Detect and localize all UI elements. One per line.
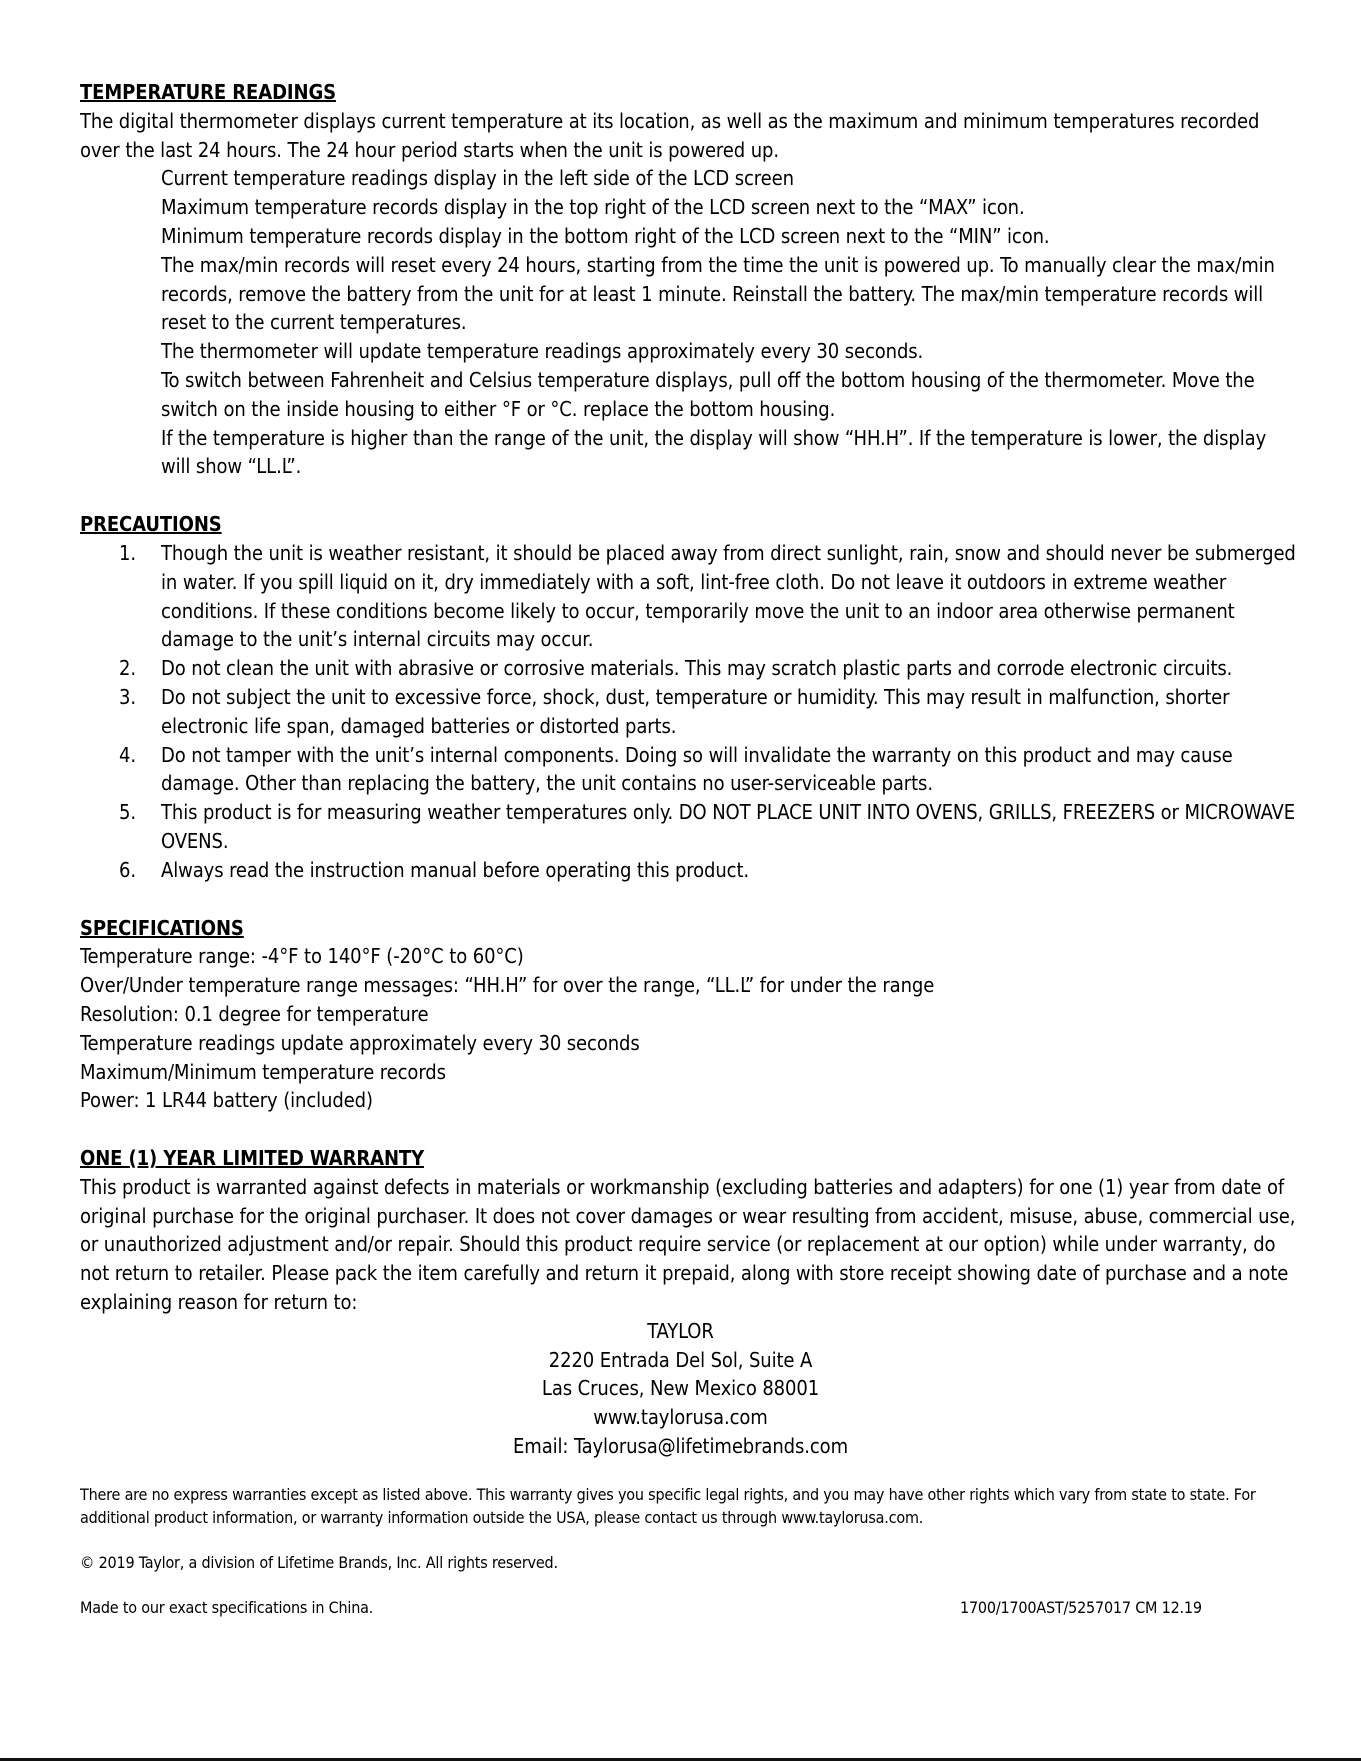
warranty-section xyxy=(80,1144,1300,1461)
spec-line: Temperature readings update approximately every 30 seconds xyxy=(80,1030,640,1055)
specifications-section xyxy=(80,914,1300,1116)
temperature-readings-item: To switch between Fahrenheit and Celsius temperature displays, pull off the bottom housing of the thermometer. Move the switch on the inside housing to either °F or °C. replace the bottom housing. xyxy=(161,367,1255,421)
precaution-item xyxy=(119,741,1300,799)
specifications-heading: SPECIFICATIONS xyxy=(80,915,244,940)
precaution-text: This product is for measuring weather temperatures only. DO NOT PLACE UNIT INTO OVENS, GRILLS, FREEZERS or MICROWAVE OVENS. xyxy=(161,800,1295,853)
address-city: Las Cruces, New Mexico 88001 xyxy=(541,1376,820,1401)
precaution-number: 3. xyxy=(119,684,136,709)
footer-row xyxy=(80,1596,1300,1620)
temperature-readings-item: Current temperature readings display in the left side of the LCD screen xyxy=(161,166,794,191)
precaution-number: 5. xyxy=(119,800,136,825)
spec-line: Over/Under temperature range messages: “HH.H” for over the range, “LL.L” for under the range xyxy=(80,973,935,998)
copyright-notice: © 2019 Taylor, a division of Lifetime Brands, Inc. All rights reserved. xyxy=(80,1552,558,1572)
temperature-readings-heading: TEMPERATURE READINGS xyxy=(80,80,336,104)
spec-line: Temperature range: -4°F to 140°F (-20°C to 60°C) xyxy=(80,944,524,969)
address-street: 2220 Entrada Del Sol, Suite A xyxy=(548,1347,813,1372)
precaution-number: 4. xyxy=(119,742,136,767)
precaution-number: 6. xyxy=(119,857,136,882)
address-website: www.taylorusa.com xyxy=(593,1405,768,1430)
precaution-item xyxy=(119,798,1300,856)
made-in-notice: Made to our exact specifications in China. xyxy=(80,1597,374,1617)
temperature-readings-item: If the temperature is higher than the range of the unit, the display will show “HH.H”. If the temperature is lower, the display will show “LL.L”. xyxy=(161,425,1267,479)
precaution-item xyxy=(119,856,1300,885)
temperature-readings-item: The max/min records will reset every 24 hours, starting from the time the unit is powered up. To manually clear the max/min records, remove the battery from the unit for at least 1 minute. Reinstall the battery. The max/min temperature records will reset to the current temperatures. xyxy=(161,252,1275,335)
precaution-text: Though the unit is weather resistant, it should be placed away from direct sunlight, rain, snow and should never be submerged in water. If you spill liquid on it, dry immediately with a soft, lint-free cloth. Do not leave it outdoors in extreme weather conditions. If these conditions become likely to occur, temporarily move the unit to an indoor area otherwise permanent damage to the unit’s internal circuits may occur. xyxy=(161,540,1296,652)
precaution-number: 1. xyxy=(119,540,136,565)
precaution-item xyxy=(119,654,1300,683)
precaution-item xyxy=(119,683,1300,741)
temperature-readings-item: Maximum temperature records display in the top right of the LCD screen next to the “MAX” icon. xyxy=(161,195,1025,220)
temperature-readings-section xyxy=(80,78,1300,481)
precaution-item xyxy=(119,539,1300,654)
precaution-text: Do not subject the unit to excessive force, shock, dust, temperature or humidity. This may result in malfunction, shorter electronic life span, damaged batteries or distorted parts. xyxy=(161,684,1230,738)
temperature-readings-item: Minimum temperature records display in the bottom right of the LCD screen next to the “MIN” icon. xyxy=(161,223,1050,248)
temperature-readings-item: The thermometer will update temperature readings approximately every 30 seconds. xyxy=(161,339,924,364)
precautions-section xyxy=(80,510,1300,884)
precaution-number: 2. xyxy=(119,656,136,681)
return-address xyxy=(0,1317,1361,1461)
model-code: 1700/1700AST/5257017 CM 12.19 xyxy=(960,1597,1202,1617)
address-company: TAYLOR xyxy=(647,1318,714,1343)
precautions-heading: PRECAUTIONS xyxy=(80,512,222,537)
spec-line: Maximum/Minimum temperature records xyxy=(80,1059,446,1084)
warranty-heading: ONE (1) YEAR LIMITED WARRANTY xyxy=(80,1146,425,1171)
temperature-readings-list xyxy=(161,164,1300,481)
manual-page xyxy=(80,78,1300,1620)
spec-line: Resolution: 0.1 degree for temperature xyxy=(80,1001,429,1026)
legal-disclaimer: There are no express warranties except as listed above. This warranty gives you specific legal rights, and you may have other rights which vary from state to state. For additional product information, or warranty information outside the USA, please contact us through www.taylorusa.com. xyxy=(80,1484,1256,1527)
spec-line: Power: 1 LR44 battery (included) xyxy=(80,1088,373,1113)
precaution-text: Do not clean the unit with abrasive or corrosive materials. This may scratch plastic parts and corrode electronic circuits. xyxy=(161,656,1233,681)
precaution-text: Always read the instruction manual before operating this product. xyxy=(161,857,750,882)
temperature-readings-intro: The digital thermometer displays current temperature at its location, as well as the maximum and minimum temperatures recorded over the last 24 hours. The 24 hour period starts when the unit is powered up. xyxy=(80,108,1260,162)
precautions-list xyxy=(80,539,1300,885)
legal-section xyxy=(80,1483,1300,1620)
address-email: Email: Taylorusa@lifetimebrands.com xyxy=(513,1434,848,1459)
precaution-text: Do not tamper with the unit’s internal components. Doing so will invalidate the warranty on this product and may cause damage. Other than replacing the battery, the unit contains no user-serviceable parts. xyxy=(161,742,1233,796)
warranty-text: This product is warranted against defects in materials or workmanship (excluding batteries and adapters) for one (1) year from date of original purchase for the original purchaser. It does not cover damages or wear resulting from accident, misuse, abuse, commercial use, or unauthorized adjustment and/or repair. Should this product require service (or replacement at our option) while under warranty, do not return to retailer. Please pack the item carefully and return it prepaid, along with store receipt showing date of purchase and a note explaining reason for return to: xyxy=(80,1174,1296,1315)
